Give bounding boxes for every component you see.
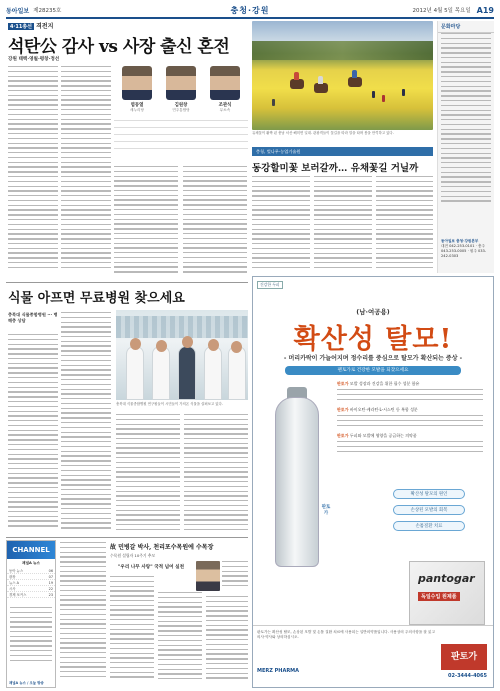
ad-benefit-pill: 손상된 모발의 회복 bbox=[393, 505, 465, 515]
ad-feature: 판토가 두피와 모발에 영양을 공급하는 의약품 bbox=[337, 433, 417, 438]
obit-quote: "우리 나무 사랑" 국적 넘어 실천 bbox=[118, 565, 185, 570]
clinic-body-col2 bbox=[61, 312, 111, 534]
newspaper-logo: 동아일보 bbox=[6, 7, 30, 15]
ad-tag: 건강한 두피 bbox=[257, 281, 283, 289]
election-body-col2 bbox=[61, 66, 111, 276]
candidate-table bbox=[114, 120, 248, 155]
section-divider bbox=[6, 282, 248, 283]
clinic-body-col3 bbox=[116, 414, 180, 534]
candidate-name: 염동열 bbox=[130, 103, 144, 108]
clinic-photo-caption: 충북대 식물종합병원 연구원들이 시민들이 가져온 식물을 살펴보고 있다. bbox=[116, 402, 223, 406]
candidate-party: 무소속 bbox=[219, 108, 231, 112]
election-body-col4 bbox=[183, 166, 247, 278]
flowers-body-col3 bbox=[376, 176, 433, 274]
ad-side-label: 판토가 bbox=[321, 505, 331, 516]
candidate-photo bbox=[210, 66, 240, 100]
obit-headline[interactable]: 故 민병갈 박사, 천리포수목원에 수목장 bbox=[110, 544, 214, 551]
candidate-3 bbox=[204, 66, 246, 113]
flowers-body-col2 bbox=[314, 176, 372, 274]
obit-subhead: 수목원 설립자 10주기 추모 bbox=[110, 553, 156, 558]
ad-subtitle: (남·여공용) bbox=[356, 308, 390, 316]
schedule-row: 동아 뉴스 06 bbox=[9, 569, 53, 573]
channel-logo: CHANNEL bbox=[7, 541, 55, 559]
product-tag: 독일수입 원제품 bbox=[418, 592, 460, 601]
ad-brand-box: 판토가 bbox=[441, 644, 487, 670]
candidate-photo bbox=[122, 66, 152, 100]
ad-phone[interactable]: 02-3444-4065 bbox=[448, 673, 487, 679]
ad-headline: 확산성 탈모! bbox=[293, 324, 453, 355]
ad-subheadline: - 머리카락이 가늘어지며 정수리를 중심으로 탈모가 확산되는 증상 - bbox=[283, 355, 463, 362]
candidate-panel bbox=[114, 66, 248, 164]
clinic-photo[interactable] bbox=[116, 310, 248, 400]
ad-feature: 판토가 모발 성장과 건강을 위한 필수 성분 함유 bbox=[337, 381, 420, 386]
obit-body-col3 bbox=[206, 596, 248, 688]
election-subhead: 강원 태백·영월·평창·정선 bbox=[8, 57, 60, 62]
channel-a-box[interactable] bbox=[6, 540, 56, 688]
candidate-name: 조관식 bbox=[218, 103, 232, 108]
channel-listing bbox=[10, 607, 52, 667]
issue-date: 2012년 4월 5일 목요일 bbox=[412, 8, 471, 14]
election-body-col3 bbox=[114, 166, 178, 278]
ad-disclaimer: 판토가는 확산성 탈모, 손상된 모발 및 손톱 질환 치료에 사용되는 일반의약품입니다. 사용상의 주의사항을 잘 읽고 의사·약사와 상의하십시오. bbox=[257, 630, 435, 639]
election-body-col1 bbox=[8, 66, 58, 276]
obit-body-col2 bbox=[158, 592, 202, 688]
flowers-section-bar: 충청, 벚나무·농업기술원 bbox=[252, 147, 433, 156]
contact-numbers: 대전 042-253-0101 · 충주 043-253-0005 · 원주 033-242-0303 bbox=[441, 244, 487, 258]
obit-body-col1 bbox=[110, 576, 154, 688]
candidate-photo bbox=[166, 66, 196, 100]
section-divider bbox=[6, 537, 248, 538]
candidate-party: 새누리당 bbox=[130, 108, 144, 112]
product-box bbox=[409, 561, 485, 625]
ad-footer bbox=[253, 625, 493, 687]
ad-company: MERZ PHARMA bbox=[257, 668, 300, 674]
ad-benefit-pill: 손톱질환 치료 bbox=[393, 521, 465, 531]
channel-subtitle: 채널A 뉴스 bbox=[22, 561, 40, 565]
sidebar-contact bbox=[441, 239, 491, 259]
masthead bbox=[6, 4, 494, 16]
candidate-2 bbox=[160, 66, 202, 113]
schedule-row: 광장 07 bbox=[9, 575, 53, 579]
channel-footer: 채널A 뉴스 / 오늘 방송 bbox=[9, 681, 44, 685]
election-headline[interactable]: 석탄公 감사 vs 사장 출신 혼전 bbox=[8, 37, 230, 57]
issue-number: 제28235호 bbox=[33, 8, 62, 14]
contact-title: 동아일보 충청·강원본부 bbox=[441, 239, 479, 243]
page-number: A19 bbox=[476, 5, 494, 15]
schedule-row: 뉴스 A 19 bbox=[9, 581, 53, 585]
candidate-name: 김원창 bbox=[174, 103, 188, 108]
right-sidebar bbox=[437, 21, 494, 273]
flowers-body-col1 bbox=[252, 176, 310, 274]
schedule-row: 경제 포커스 23 bbox=[9, 593, 53, 597]
candidate-1 bbox=[116, 66, 158, 113]
sidebar-title: 문화마당 bbox=[438, 21, 494, 33]
election-kicker bbox=[8, 21, 53, 30]
sidebar-body bbox=[441, 33, 491, 209]
ad-feature-body bbox=[337, 389, 483, 405]
ad-feature-body bbox=[337, 415, 483, 431]
obit-side-text bbox=[222, 561, 248, 593]
clinic-body-col1 bbox=[8, 334, 58, 534]
ad-benefit-pill: 확산성 탈모의 원인 bbox=[393, 489, 465, 499]
product-brand: pantogar bbox=[418, 572, 475, 585]
clinic-headline[interactable]: 식물 아프면 무료병원 찾으세요 bbox=[8, 291, 185, 306]
section-title: 충청·강원 bbox=[230, 5, 270, 15]
election-kicker-box: 4·11총선 bbox=[10, 24, 32, 30]
clinic-tail-col bbox=[60, 542, 106, 688]
obit-portrait bbox=[196, 561, 220, 591]
product-bottle-image bbox=[275, 397, 319, 567]
masthead-rule bbox=[6, 17, 494, 19]
ad-band: 팬토가로 건강한 모발을 되찾으세요 bbox=[285, 366, 461, 375]
clinic-subhead: 충북대 식물종합병원 ··· 병해충 상담 bbox=[8, 312, 58, 323]
flower-field-photo[interactable] bbox=[252, 21, 433, 130]
flowers-headline[interactable]: 동강할미꽃 보러갈까… 유채꽃길 거닐까 bbox=[252, 163, 419, 174]
pantogar-advertisement[interactable] bbox=[252, 276, 494, 688]
ad-feature-body bbox=[337, 441, 483, 457]
schedule-row: 시사 22 bbox=[9, 587, 53, 591]
election-kicker-text: 격전지 bbox=[36, 23, 54, 30]
clinic-body-col4 bbox=[184, 414, 248, 534]
ad-feature: 판토가 바이오틴·케라틴·L-시스틴 등 복합 성분 bbox=[337, 407, 418, 412]
candidate-party: 민주통합당 bbox=[172, 108, 190, 112]
flower-photo-caption: 유채꽃이 활짝 핀 충남 서산 해미면 일대. 관광객들이 꽃길을 따라 말을 타며 봄을 만끽하고 있다. bbox=[252, 131, 394, 135]
